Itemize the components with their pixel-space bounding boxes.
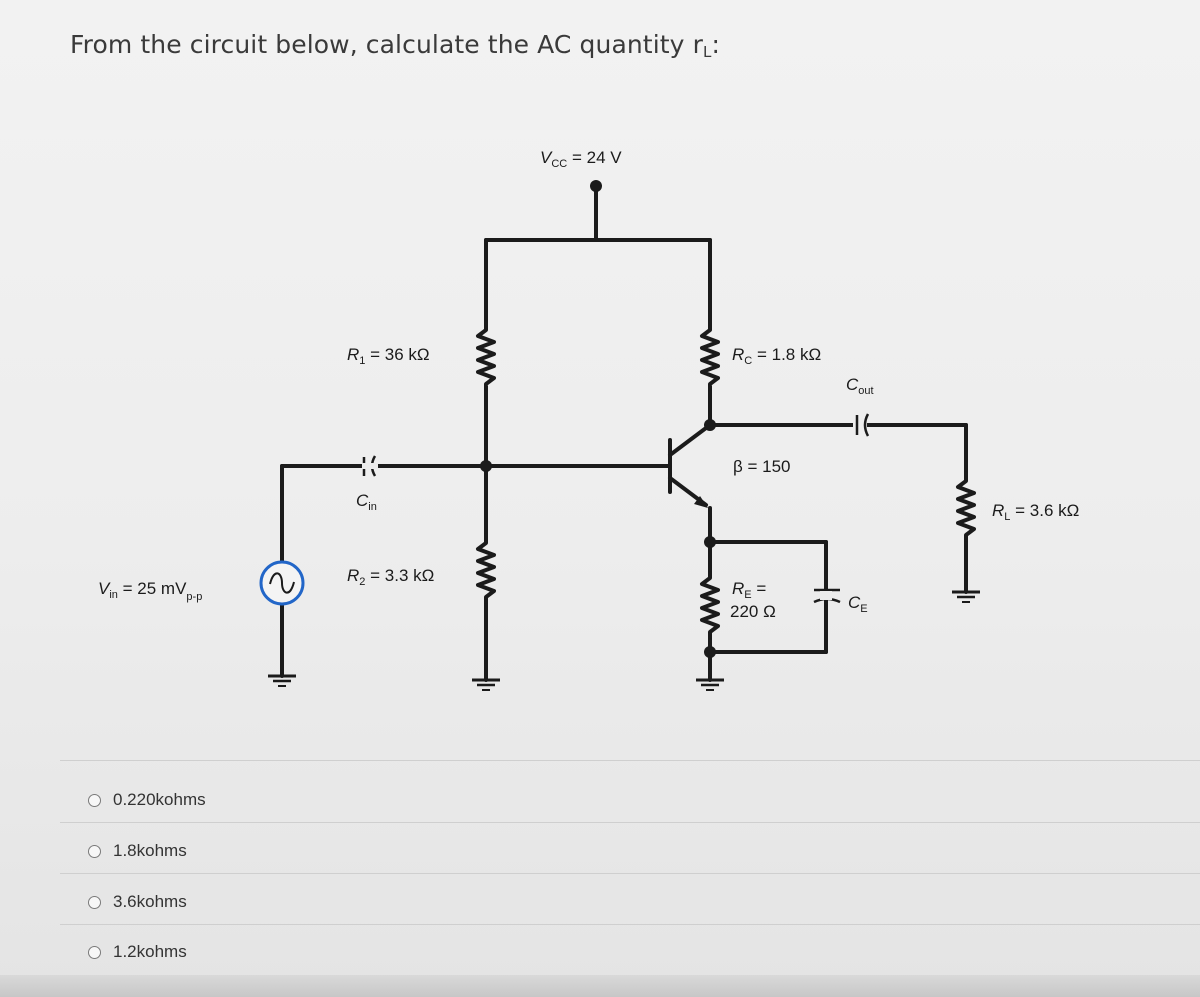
divider	[60, 822, 1200, 823]
question-main: From the circuit below, calculate the AC quantity r	[70, 30, 703, 59]
radio-button[interactable]	[88, 946, 101, 959]
r2-label: $R_2 = 3.3$ kΩ	[347, 566, 435, 588]
ce-gap	[820, 591, 832, 600]
rc-resistor	[702, 322, 718, 392]
option-36kohms[interactable]	[88, 892, 187, 912]
option-0220kohms[interactable]	[88, 790, 206, 810]
option-18kohms[interactable]	[88, 841, 187, 861]
question-subscript: L	[702, 43, 712, 61]
cout-label: $C_{out}$	[846, 375, 874, 397]
radio-button[interactable]	[88, 896, 101, 909]
re-value-label: 220 Ω	[730, 602, 776, 621]
re-label: $R_E$ =	[732, 579, 767, 601]
ground-icon-source	[268, 676, 296, 686]
option-12kohms[interactable]	[88, 942, 187, 962]
beta-label: β = 150	[733, 457, 791, 476]
ce-label: $C_E$	[848, 593, 868, 615]
option-label: 3.6kohms	[113, 892, 187, 911]
divider	[60, 873, 1200, 874]
transistor-collector	[670, 425, 710, 455]
rl-resistor	[958, 473, 974, 543]
rl-label: $R_L = 3.6$ kΩ	[992, 501, 1080, 523]
vcc-label: $V_{CC} = 24$ V	[540, 148, 622, 170]
ground-icon-re	[696, 680, 724, 690]
question-colon: :	[711, 30, 720, 59]
vin-label: $V_{in} = 25$ $mV_{p-p}$	[98, 579, 203, 603]
divider	[60, 924, 1200, 925]
r2-resistor	[478, 535, 494, 605]
option-label: 1.2kohms	[113, 942, 187, 961]
r1-label: $R_1 = 36$ kΩ	[347, 345, 430, 367]
ground-icon-r2	[472, 680, 500, 690]
re-resistor	[702, 570, 718, 640]
cin-gap	[362, 463, 378, 469]
radio-button[interactable]	[88, 794, 101, 807]
ac-source-icon	[261, 562, 303, 604]
divider	[60, 760, 1200, 761]
junction-dots	[480, 180, 716, 658]
option-label: 0.220kohms	[113, 790, 206, 809]
rc-label: $R_C = 1.8$ kΩ	[732, 345, 822, 367]
r1-resistor	[478, 322, 494, 392]
option-label: 1.8kohms	[113, 841, 187, 860]
circuit-wires	[282, 186, 974, 680]
ground-icons	[268, 592, 980, 690]
bottom-edge	[0, 975, 1200, 997]
radio-button[interactable]	[88, 845, 101, 858]
cin-label: $C_{in}$	[356, 491, 377, 513]
ground-icon-rl	[952, 592, 980, 602]
